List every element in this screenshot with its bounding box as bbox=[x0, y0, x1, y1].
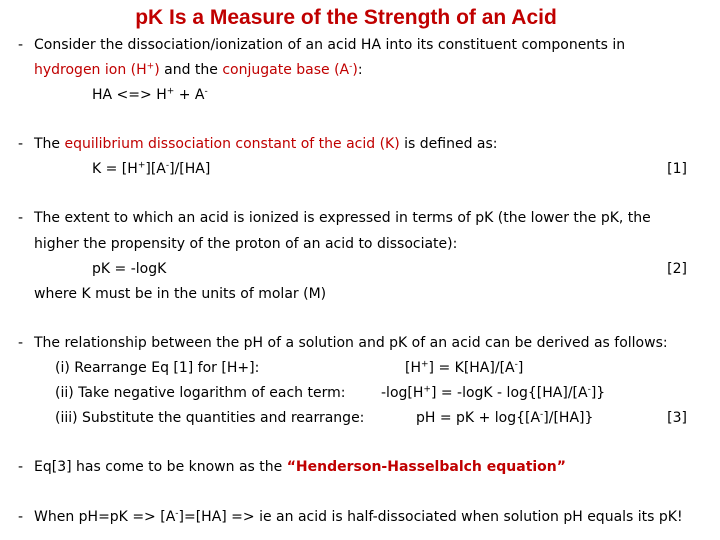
bullet-1-line-2: hydrogen ion (H+) and the conjugate base (A-): bbox=[34, 61, 363, 78]
equation-2: pK = -logK bbox=[92, 261, 167, 277]
equation-2-number: [2] bbox=[667, 261, 687, 277]
bullet-5-dash: - bbox=[18, 459, 24, 475]
conjugate-base-term: conjugate base (A-) bbox=[222, 61, 358, 78]
step-2-label: (ii) Take negative logarithm of each term: bbox=[55, 385, 346, 401]
bullet-3-line-1: The extent to which an acid is ionized is expressed in terms of pK (the lower the pK, the bbox=[34, 210, 651, 226]
bullet-6-line: When pH=pK => [A-]=[HA] => ie an acid is half-dissociated when solution pH equals its pK! bbox=[34, 508, 683, 525]
dissociation-constant-term: equilibrium dissociation constant of the acid (K) bbox=[64, 136, 400, 152]
step-2-equation: -log[H+] = -logK - log{[HA]/[A-]} bbox=[381, 384, 606, 401]
equation-3-number: [3] bbox=[667, 410, 687, 426]
bullet-5-line: Eq[3] has come to be known as the “Henderson-Hasselbalch equation” bbox=[34, 459, 566, 475]
step-1-equation: [H+] = K[HA]/[A-] bbox=[405, 359, 524, 376]
bullet-3-line-2: higher the propensity of the proton of an acid to dissociate): bbox=[34, 236, 458, 252]
bullet-6-dash: - bbox=[18, 509, 24, 525]
henderson-hasselbalch-term: “Henderson-Hasselbalch equation” bbox=[286, 459, 566, 475]
equation-1: K = [H+][A-]/[HA] bbox=[92, 160, 211, 177]
hydrogen-ion-term: hydrogen ion (H+) bbox=[34, 61, 160, 78]
step-3-equation: pH = pK + log{[A-]/[HA]} bbox=[416, 409, 594, 426]
bullet-2-dash: - bbox=[18, 136, 24, 152]
equation-1-number: [1] bbox=[667, 161, 687, 177]
slide-title: pK Is a Measure of the Strength of an Acid bbox=[135, 6, 557, 29]
step-1-label: (i) Rearrange Eq [1] for [H+]: bbox=[55, 360, 260, 376]
bullet-3-line-4: where K must be in the units of molar (M) bbox=[34, 286, 327, 302]
bullet-3-dash: - bbox=[18, 210, 24, 226]
step-3-label: (iii) Substitute the quantities and rearrange: bbox=[55, 410, 365, 426]
bullet-4-line-1: The relationship between the pH of a solution and pK of an acid can be derived as follows: bbox=[34, 335, 668, 351]
bullet-1-dash: - bbox=[18, 37, 24, 53]
bullet-2-line-1: The equilibrium dissociation constant of the acid (K) is defined as: bbox=[34, 136, 498, 152]
bullet-1-line-1: Consider the dissociation/ionization of an acid HA into its constituent components in bbox=[34, 37, 626, 53]
dissociation-equation: HA <=> H+ + A- bbox=[92, 86, 208, 103]
bullet-4-dash: - bbox=[18, 335, 24, 351]
